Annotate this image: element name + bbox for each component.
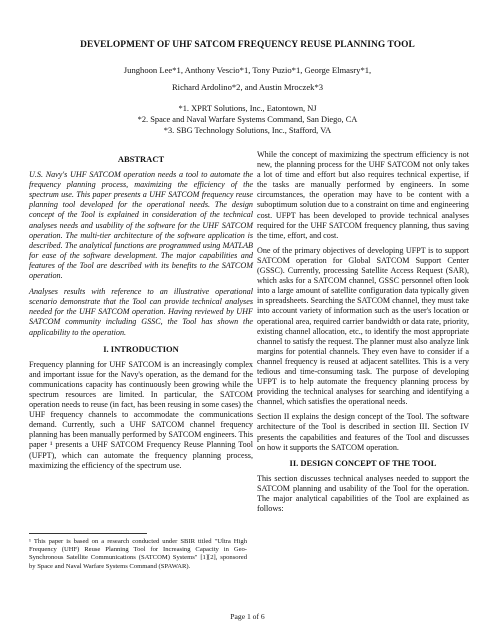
affiliation-3: *3. SBG Technology Solutions, Inc., Stafford, VA — [163, 126, 332, 135]
right-paragraph-2: One of the primary objectives of developing UFPT is to support SATCOM operation for Global SATCOM Support Center (GSSC). Currently, processing Satellite Access Request (SAR), which asks for a SATCOM channel, GSSC personnel often look into a large amount of satellite configuration data typically given in spreadsheets. Searching the SATCOM channel, they must take into account variety of information such as the user's location or operational area, required carrier bandwidth or data rate, priority, existing channel allocation, etc., to identify the most appropriate channel to satisfy the request. The planner must also analyze link margins for potential channels. They even have to consider if a channel frequency is reused at adjacent satellites. This is a very tedious and time-consuming task. The purpose of developing UFPT is to help automate the frequency planning process by providing the technical analyses for searching and identifying a channel, which satisfies the operational needs. — [257, 245, 469, 407]
design-concept-heading: II. DESIGN CONCEPT OF THE TOOL — [289, 457, 437, 468]
right-paragraph-1: While the concept of maximizing the spectrum efficiency is not new, the planning process for the UHF SATCOM not only takes a lot of time and effort but also requires technical expertise, if the tasks are manually performed by engineers. In some circumstances, the operation may have to be content with a suboptimum solution due to a constraint on time and engineering cost. UFPT has been developed to provide technical analyses required for the UHF SATCOM frequency planning, thus saving the time, effort, and cost. — [257, 150, 469, 240]
introduction-paragraph-1: Frequency planning for UHF SATCOM is an increasingly complex and important issue for the Navy's operation, as the demand for the communications capacity has continuously been growing while the spectrum resources are limited. In particular, the SATCOM operation needs to reuse (in fact, has been reusing in some cases) the UHF frequency channels to accommodate the communications demand. Currently, such a UHF SATCOM channel frequency planning has been manually performed by SATCOM engineers. This paper ¹ presents a UHF SATCOM Frequency Reuse Planning Tool (UFPT), which can automate the frequency planning process, maximizing the efficiency of the spectrum use. — [29, 359, 253, 470]
authors-line-1: Junghoon Lee*1, Anthony Vescio*1, Tony Puzio*1, George Elmasry*1, — [123, 65, 372, 75]
left-column — [29, 150, 253, 476]
footnote: ¹ This paper is based on a research conducted under SBIR titled "Ultra High Frequency (UHF) Reuse Planning Tool for Increasing Capacity in Geo-Synchronous Satellite Communications (SATCOM) Systems" [1][2], sponsored by Space and Naval Warfare Systems Command (SPAWAR). — [29, 538, 247, 570]
abstract-paragraph-1: U.S. Navy's UHF SATCOM operation needs a tool to automate the frequency planning process, maximizing the efficiency of the spectrum use. This paper presents a UHF SATCOM frequency reuse planning tool developed for the operational needs. The design concept of the Tool is explained in consideration of the technical analyses needs and usability of the software for the UHF SATCOM operation. The multi-tier architecture of the software application is described. The analytical functions are programmed using MATLAB for ease of the software development. The major capabilities and features of the Tool are described with its benefits to the SATCOM operation. — [29, 170, 253, 281]
authors-line-2: Richard Ardolino*2, and Austin Mroczek*3 — [171, 82, 324, 92]
introduction-heading: I. INTRODUCTION — [103, 343, 179, 354]
affiliation-1: *1. XPRT Solutions, Inc., Eatontown, NJ — [178, 104, 317, 113]
right-column — [257, 150, 469, 519]
footnote-rule — [29, 533, 147, 534]
paper-title: DEVELOPMENT OF UHF SATCOM FREQUENCY REUSE PLANNING TOOL — [80, 40, 415, 50]
abstract-heading: ABSTRACT — [117, 154, 165, 164]
right-paragraph-3: Section II explains the design concept of the Tool. The software architecture of the Tool is described in section III. Section IV presents the capabilities and features of the Tool and discusses on how it supports the SATCOM operation. — [257, 412, 469, 452]
abstract-paragraph-2: Analyses results with reference to an illustrative operational scenario demonstrate that the Tool can provide technical analyses needed for the UHF SATCOM operation. Having reviewed by UHF SATCOM community including GSSC, the Tool has shown the applicability to the operation. — [29, 287, 253, 337]
page-footer: Page 1 of 6 — [230, 612, 265, 621]
right-paragraph-4: This section discusses technical analyses needed to support the SATCOM planning and usability of the Tool for the operation. The major analytical capabilities of the Tool are explained as follows: — [257, 473, 469, 514]
affiliation-2: *2. Space and Naval Warfare Systems Command, San Diego, CA — [137, 115, 358, 124]
